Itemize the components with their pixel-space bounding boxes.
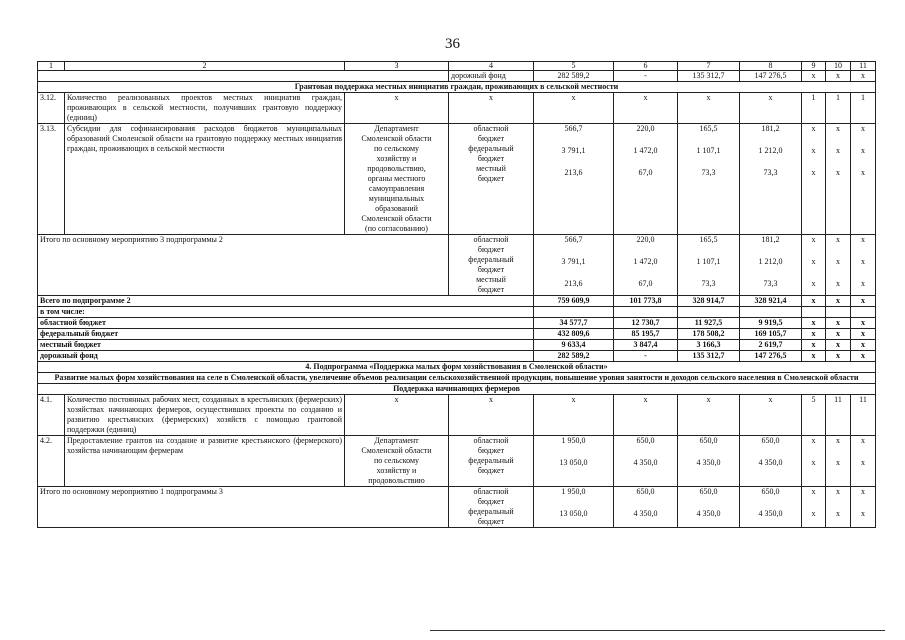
value-cell: x bbox=[851, 351, 876, 362]
value-cell bbox=[678, 124, 740, 235]
value-cell: x bbox=[614, 395, 678, 436]
value-line: x bbox=[861, 124, 865, 133]
value-line: 165,5 bbox=[699, 235, 718, 244]
value-line: x bbox=[861, 235, 865, 244]
value-line: 4 350,0 bbox=[758, 458, 783, 467]
value-line: 220,0 bbox=[636, 124, 655, 133]
value-cell: x bbox=[851, 71, 876, 82]
value-line: x bbox=[836, 279, 840, 288]
value-line: 1 107,1 bbox=[696, 257, 721, 266]
value-cell: x bbox=[678, 93, 740, 124]
value-cell: 101 773,8 bbox=[614, 296, 678, 307]
value-line: x bbox=[811, 124, 816, 133]
value-line: 181,2 bbox=[761, 124, 780, 133]
value-line: 3 791,1 bbox=[561, 146, 586, 155]
total-label: Всего по подпрограмме 2 bbox=[38, 296, 534, 307]
source-line: бюджет bbox=[477, 265, 505, 274]
value-cell bbox=[614, 124, 678, 235]
source-cell bbox=[449, 124, 534, 235]
executor-line: Смоленской области bbox=[361, 134, 432, 143]
executor-line: Смоленской области bbox=[361, 446, 432, 455]
value-line: 67,0 bbox=[638, 279, 653, 288]
source-line: бюджет bbox=[477, 245, 505, 254]
table-row bbox=[38, 71, 876, 82]
value-cell: x bbox=[802, 340, 826, 351]
value-line: 73,3 bbox=[701, 279, 716, 288]
executor-cell bbox=[345, 436, 449, 487]
executor-line: по сельскому bbox=[373, 144, 420, 153]
value-cell: 11 927,5 bbox=[678, 318, 740, 329]
executor-line: продовольствию bbox=[368, 476, 425, 485]
value-cell: 9 919,5 bbox=[740, 318, 802, 329]
col-header: 7 bbox=[678, 62, 740, 71]
value-cell bbox=[802, 307, 826, 318]
total-label: в том числе: bbox=[38, 307, 534, 318]
value-cell: x bbox=[802, 71, 826, 82]
value-cell: x bbox=[740, 395, 802, 436]
value-cell bbox=[678, 436, 740, 487]
value-cell bbox=[851, 307, 876, 318]
value-cell: 328 921,4 bbox=[740, 296, 802, 307]
value-cell: 5 bbox=[802, 395, 826, 436]
value-cell: x bbox=[826, 296, 851, 307]
source-line: областной bbox=[473, 436, 509, 445]
value-line: 1 212,0 bbox=[758, 146, 783, 155]
value-line: x bbox=[836, 509, 840, 518]
value-line: x bbox=[811, 487, 816, 496]
value-line: 67,0 bbox=[638, 168, 653, 177]
totals-row bbox=[38, 351, 876, 362]
executor-line: хозяйству и bbox=[376, 154, 417, 163]
executor-line: по сельскому bbox=[373, 456, 420, 465]
executor-line: продовольствию, bbox=[367, 164, 426, 173]
value-cell bbox=[534, 124, 614, 235]
value-line: 1 107,1 bbox=[696, 146, 721, 155]
table-row bbox=[38, 395, 876, 436]
source-line: федеральный bbox=[468, 456, 514, 465]
value-line: 220,0 bbox=[636, 235, 655, 244]
total-label: дорожный фонд bbox=[38, 351, 534, 362]
value-cell: x bbox=[614, 93, 678, 124]
value-cell bbox=[678, 487, 740, 528]
executor-cell bbox=[345, 124, 449, 235]
value-cell: 178 508,2 bbox=[678, 329, 740, 340]
value-line: 650,0 bbox=[761, 487, 780, 496]
row-description: Количество постоянных рабочих мест, созданных в крестьянских (фермерских) хозяйствах начинающих фермеров, осуществивших проекты по созданию и развитию крестьянских (фермерских) хозяйств с помощью грантовой поддержки (единиц) bbox=[65, 395, 345, 436]
value-cell: x bbox=[851, 329, 876, 340]
value-line: 213,6 bbox=[564, 168, 583, 177]
executor-line: Смоленской области bbox=[361, 214, 432, 223]
value-line: 4 350,0 bbox=[758, 509, 783, 518]
value-line: 4 350,0 bbox=[633, 458, 658, 467]
executor-line: муниципальных bbox=[368, 194, 425, 203]
value-cell bbox=[826, 436, 851, 487]
value-cell: 3 847,4 bbox=[614, 340, 678, 351]
value-cell bbox=[678, 307, 740, 318]
row-number: 3.13. bbox=[38, 124, 65, 235]
value-cell bbox=[534, 307, 614, 318]
value-cell: x bbox=[851, 296, 876, 307]
source-line: бюджет bbox=[477, 154, 505, 163]
value-line: x bbox=[861, 168, 865, 177]
value-cell: x bbox=[802, 329, 826, 340]
value-line: 566,7 bbox=[564, 235, 583, 244]
value-line: 1 472,0 bbox=[633, 146, 658, 155]
column-number-row bbox=[38, 62, 876, 71]
total-label: местный бюджет bbox=[38, 340, 534, 351]
value-line: x bbox=[811, 146, 816, 155]
executor-line: органы местного bbox=[367, 174, 426, 183]
row-number: 4.2. bbox=[38, 436, 65, 487]
value-line: x bbox=[811, 168, 816, 177]
total-label: областной бюджет bbox=[38, 318, 534, 329]
col-header: 8 bbox=[740, 62, 802, 71]
value-line: 650,0 bbox=[636, 436, 655, 445]
value-cell: 147 276,5 bbox=[740, 71, 802, 82]
source-cell bbox=[449, 235, 534, 296]
source-cell bbox=[449, 436, 534, 487]
value-line: x bbox=[836, 235, 840, 244]
section-heading-row bbox=[38, 362, 876, 373]
source-line: бюджет bbox=[477, 517, 505, 526]
value-line: x bbox=[836, 487, 840, 496]
value-line: 650,0 bbox=[699, 487, 718, 496]
value-cell bbox=[826, 235, 851, 296]
value-cell bbox=[534, 487, 614, 528]
value-line: x bbox=[811, 235, 816, 244]
source-cell bbox=[449, 487, 534, 528]
value-line: x bbox=[836, 146, 840, 155]
executor-line: образований bbox=[375, 204, 418, 213]
source-line: областной bbox=[473, 235, 509, 244]
goal-heading: Развитие малых форм хозяйствования на селе в Смоленской области, увеличение объемов реализации сельскохозяйственной продукции, повышение уровня занятости и доходов сельского населения в Смоленской области bbox=[38, 373, 876, 384]
value-line: x bbox=[861, 146, 865, 155]
value-cell bbox=[614, 307, 678, 318]
value-cell: 11 bbox=[851, 395, 876, 436]
value-cell: 135 312,7 bbox=[678, 71, 740, 82]
value-cell bbox=[534, 235, 614, 296]
value-line: x bbox=[836, 436, 840, 445]
section-heading: Грантовая поддержка местных инициатив граждан, проживающих в сельской местности bbox=[38, 82, 876, 93]
source-line: местный bbox=[476, 164, 506, 173]
value-line: 73,3 bbox=[701, 168, 716, 177]
value-line: 4 350,0 bbox=[633, 509, 658, 518]
value-line: x bbox=[836, 124, 840, 133]
value-line: 3 791,1 bbox=[561, 257, 586, 266]
table-row bbox=[38, 436, 876, 487]
col-header: 11 bbox=[851, 62, 876, 71]
value-cell: 2 619,7 bbox=[740, 340, 802, 351]
value-cell: x bbox=[802, 351, 826, 362]
executor-line: самоуправления bbox=[368, 184, 425, 193]
value-cell bbox=[678, 235, 740, 296]
value-line: x bbox=[836, 168, 840, 177]
totals-row bbox=[38, 318, 876, 329]
value-cell: x bbox=[826, 318, 851, 329]
value-cell: 282 589,2 bbox=[534, 351, 614, 362]
value-cell bbox=[851, 124, 876, 235]
source-line: областной bbox=[473, 487, 509, 496]
value-cell: x bbox=[826, 351, 851, 362]
value-cell: 12 730,7 bbox=[614, 318, 678, 329]
value-line: 4 350,0 bbox=[696, 458, 721, 467]
value-cell: x bbox=[534, 395, 614, 436]
value-cell bbox=[826, 487, 851, 528]
value-line: x bbox=[811, 436, 816, 445]
row-number: 4.1. bbox=[38, 395, 65, 436]
col-header: 4 bbox=[449, 62, 534, 71]
value-cell bbox=[740, 235, 802, 296]
value-line: x bbox=[861, 257, 865, 266]
value-cell bbox=[851, 235, 876, 296]
row-description: Количество реализованных проектов местных инициатив граждан, проживающих в сельской местности, получивших грантовую поддержку (единиц) bbox=[65, 93, 345, 124]
source-line: бюджет bbox=[477, 285, 505, 294]
source-cell: дорожный фонд bbox=[449, 71, 534, 82]
total-label: Итого по основному мероприятию 1 подпрограммы 3 bbox=[38, 487, 449, 528]
value-line: 566,7 bbox=[564, 124, 583, 133]
subprogram-heading: 4. Подпрограмма «Поддержка малых форм хозяйствования в Смоленской области» bbox=[38, 362, 876, 373]
value-cell: x bbox=[449, 395, 534, 436]
value-line: x bbox=[861, 458, 865, 467]
page-number: 36 bbox=[445, 36, 460, 52]
executor-line: Департамент bbox=[374, 436, 419, 445]
total-label: Итого по основному мероприятию 3 подпрограммы 2 bbox=[38, 235, 449, 296]
value-cell: 169 105,7 bbox=[740, 329, 802, 340]
value-cell: x bbox=[851, 340, 876, 351]
value-line: 73,3 bbox=[763, 279, 778, 288]
value-cell bbox=[534, 436, 614, 487]
value-cell: 34 577,7 bbox=[534, 318, 614, 329]
value-line: x bbox=[811, 279, 816, 288]
value-cell: 11 bbox=[826, 395, 851, 436]
value-line: x bbox=[836, 257, 840, 266]
value-cell bbox=[802, 436, 826, 487]
value-cell: 1 bbox=[851, 93, 876, 124]
value-cell: 85 195,7 bbox=[614, 329, 678, 340]
value-cell bbox=[826, 307, 851, 318]
value-line: x bbox=[861, 509, 865, 518]
section-heading: Поддержка начинающих фермеров bbox=[38, 384, 876, 395]
value-cell: x bbox=[678, 395, 740, 436]
value-line: x bbox=[811, 509, 816, 518]
value-cell: - bbox=[614, 351, 678, 362]
value-line: x bbox=[811, 257, 816, 266]
value-cell: 328 914,7 bbox=[678, 296, 740, 307]
value-cell bbox=[614, 487, 678, 528]
budget-table bbox=[37, 61, 876, 528]
value-cell: 3 166,3 bbox=[678, 340, 740, 351]
value-cell: - bbox=[614, 71, 678, 82]
executor-line: (по согласованию) bbox=[365, 224, 428, 233]
value-cell bbox=[614, 436, 678, 487]
source-line: бюджет bbox=[477, 466, 505, 475]
value-cell: x bbox=[345, 93, 449, 124]
source-line: бюджет bbox=[477, 497, 505, 506]
value-cell bbox=[802, 235, 826, 296]
value-cell: x bbox=[826, 71, 851, 82]
section-heading-row bbox=[38, 373, 876, 384]
value-cell: x bbox=[851, 318, 876, 329]
value-line: 181,2 bbox=[761, 235, 780, 244]
source-line: бюджет bbox=[477, 174, 505, 183]
row-description: Предоставление грантов на создание и развитие крестьянского (фермерского) хозяйства начинающим фермерам bbox=[65, 436, 345, 487]
col-header: 5 bbox=[534, 62, 614, 71]
value-line: 650,0 bbox=[699, 436, 718, 445]
value-cell: 1 bbox=[802, 93, 826, 124]
value-line: 1 472,0 bbox=[633, 257, 658, 266]
value-line: 1 950,0 bbox=[561, 487, 586, 496]
source-line: федеральный bbox=[468, 255, 514, 264]
totals-row bbox=[38, 296, 876, 307]
total-label: федеральный бюджет bbox=[38, 329, 534, 340]
totals-row bbox=[38, 307, 876, 318]
value-cell: x bbox=[802, 296, 826, 307]
value-line: 1 950,0 bbox=[561, 436, 586, 445]
section-heading-row bbox=[38, 384, 876, 395]
value-line: 13 050,0 bbox=[559, 458, 588, 467]
executor-line: Департамент bbox=[374, 124, 419, 133]
value-cell: x bbox=[826, 329, 851, 340]
value-line: 650,0 bbox=[636, 487, 655, 496]
source-line: бюджет bbox=[477, 446, 505, 455]
value-cell: 9 633,4 bbox=[534, 340, 614, 351]
value-line: x bbox=[811, 458, 816, 467]
value-cell bbox=[826, 124, 851, 235]
value-cell: x bbox=[826, 340, 851, 351]
value-line: x bbox=[836, 458, 840, 467]
value-cell bbox=[740, 307, 802, 318]
col-header: 2 bbox=[65, 62, 345, 71]
source-line: местный bbox=[476, 275, 506, 284]
table-row bbox=[38, 93, 876, 124]
table-row bbox=[38, 487, 876, 528]
value-cell: x bbox=[449, 93, 534, 124]
col-header: 6 bbox=[614, 62, 678, 71]
value-cell: 147 276,5 bbox=[740, 351, 802, 362]
value-line: 213,6 bbox=[564, 279, 583, 288]
totals-row bbox=[38, 340, 876, 351]
value-cell: x bbox=[534, 93, 614, 124]
value-cell: 1 bbox=[826, 93, 851, 124]
value-line: x bbox=[861, 436, 865, 445]
value-line: 650,0 bbox=[761, 436, 780, 445]
value-line: 13 050,0 bbox=[559, 509, 588, 518]
value-cell: x bbox=[345, 395, 449, 436]
table-row bbox=[38, 124, 876, 235]
value-line: 73,3 bbox=[763, 168, 778, 177]
value-line: 4 350,0 bbox=[696, 509, 721, 518]
totals-row bbox=[38, 329, 876, 340]
value-cell bbox=[740, 487, 802, 528]
table-row bbox=[38, 235, 876, 296]
col-header: 1 bbox=[38, 62, 65, 71]
col-header: 3 bbox=[345, 62, 449, 71]
row-number: 3.12. bbox=[38, 93, 65, 124]
section-heading-row bbox=[38, 82, 876, 93]
value-cell bbox=[614, 235, 678, 296]
value-line: 1 212,0 bbox=[758, 257, 783, 266]
col-header: 10 bbox=[826, 62, 851, 71]
value-cell: 759 609,9 bbox=[534, 296, 614, 307]
executor-line: хозяйству и bbox=[376, 466, 417, 475]
value-cell bbox=[802, 487, 826, 528]
footer-rule bbox=[430, 630, 885, 631]
value-cell: 282 589,2 bbox=[534, 71, 614, 82]
value-cell: 135 312,7 bbox=[678, 351, 740, 362]
source-line: федеральный bbox=[468, 144, 514, 153]
value-line: x bbox=[861, 487, 865, 496]
value-cell bbox=[740, 124, 802, 235]
value-cell: x bbox=[802, 318, 826, 329]
col-header: 9 bbox=[802, 62, 826, 71]
value-line: 165,5 bbox=[699, 124, 718, 133]
value-cell bbox=[851, 487, 876, 528]
value-cell: x bbox=[740, 93, 802, 124]
value-cell bbox=[851, 436, 876, 487]
value-line: x bbox=[861, 279, 865, 288]
value-cell bbox=[740, 436, 802, 487]
value-cell bbox=[802, 124, 826, 235]
row-description: Субсидии для софинансирования расходов бюджетов муниципальных образований Смоленской области на грантовую поддержку местных инициатив граждан, проживающих в сельской местности bbox=[65, 124, 345, 235]
value-cell: 432 809,6 bbox=[534, 329, 614, 340]
source-line: бюджет bbox=[477, 134, 505, 143]
source-line: федеральный bbox=[468, 507, 514, 516]
source-line: областной bbox=[473, 124, 509, 133]
